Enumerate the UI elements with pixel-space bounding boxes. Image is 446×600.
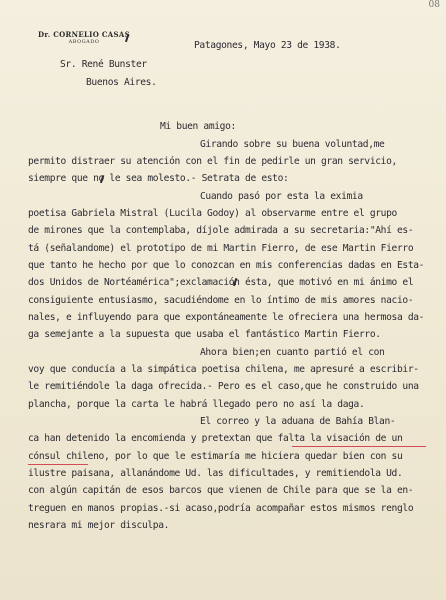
salutation: Mi buen amigo: (160, 121, 236, 132)
place-date: Patagones, Mayo 23 de 1938. (194, 40, 341, 51)
body-line: ca han detenido la encomienda y pretextan que falta la visación de un (28, 433, 403, 444)
body-line: tá (señalandome) el prototipo de mi Martin Fierro, de ese Martin Fierro (28, 243, 414, 254)
red-underline-mark (28, 464, 88, 465)
body-line: le remitiéndole la daga ofrecida.- Pero es el caso,que he construido una (28, 381, 419, 392)
body-line: Girando sobre su buena voluntad,me (200, 139, 385, 150)
body-line: El correo y la aduana de Bahía Blan- (200, 416, 396, 427)
body-line: cónsul chileno, por lo que le estimaría me hiciera quedar bien con su (28, 451, 403, 462)
red-underline-mark (292, 446, 426, 447)
addressee-city: Buenos Aires. (86, 77, 157, 88)
letterhead-title: ABOGADO (68, 39, 100, 45)
body-line: Cuando pasó por esta la eximia (200, 191, 363, 202)
body-line: de mirones que la contemplaba, díjole admirada a su secretaria:"Ahí es- (28, 225, 414, 236)
body-line: plancha, porque la carta le habrá llegado pero no así la daga. (28, 399, 365, 410)
body-line: nales, e influyendo para que expontáneamente le ofreciera una hermosa da- (28, 312, 425, 323)
body-line: siempre que no le sea molesto.- Setrata de esto: (28, 173, 289, 184)
body-line: dos Unidos de Nortéamérica";exclamación ésta, que motivó en mi ánimo el (28, 277, 414, 288)
addressee-name: Sr. René Bunster (60, 59, 147, 70)
body-line: que tanto he hecho por que lo conozcan en mis conferencias dadas en Esta- (28, 260, 425, 271)
body-line: ga semejante a la supuesta que usaba el fantástico Martin Fierro. (28, 329, 381, 340)
letterhead-name: Dr. CORNELIO CASAS (38, 30, 130, 39)
body-line: treguen en manos propias.-si acaso,podría acompañar estos mismos renglo (28, 503, 414, 514)
body-line: consiguiente entusiasmo, sacudiéndome en lo íntimo de mis amores nacio- (28, 295, 414, 306)
page-number: 08 (428, 0, 440, 10)
body-line: con algún capitán de esos barcos que vienen de Chile para que se la en- (28, 485, 414, 496)
body-line: permito distraer su atención con el fin de pedirle un gran servicio, (28, 156, 397, 167)
body-line: ilustre paisana, allanándome Ud. las dificultades, y remitiendola Ud. (28, 468, 403, 479)
body-line: Ahora bien;en cuanto partió el con (200, 347, 385, 358)
body-line: nesrara mi mejor disculpa. (28, 520, 170, 531)
body-line: voy que conducía a la simpática poetisa chilena, me apresuré a escribir- (28, 364, 419, 375)
body-line: poetisa Gabriela Mistral (Lucila Godoy) al observarme entre el grupo (28, 208, 397, 219)
